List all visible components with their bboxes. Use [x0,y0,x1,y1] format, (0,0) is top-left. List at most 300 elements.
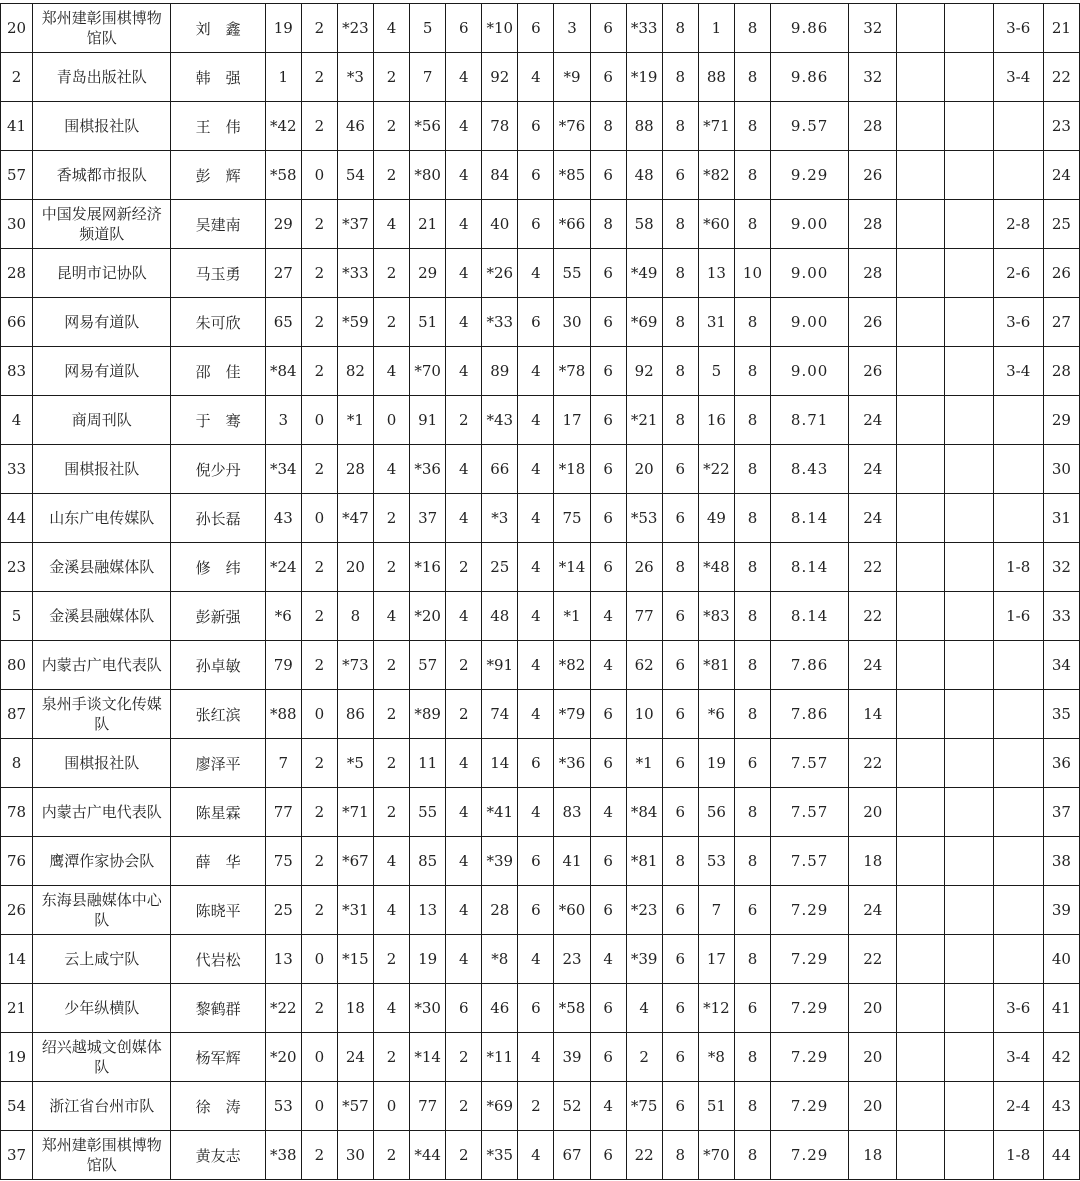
round5-opponent-cell: 17 [554,396,590,445]
player-name-cell: 孙卓敏 [171,641,265,690]
blank-cell-1 [897,543,945,592]
round3-opponent-cell: 91 [410,396,446,445]
round7-opponent-cell: *70 [698,1131,734,1180]
table-row [1,396,1080,445]
round5-score-cell: 6 [590,396,626,445]
player-number-cell: 80 [1,641,33,690]
round6-score-cell: 6 [662,984,698,1033]
round6-score-cell: 6 [662,886,698,935]
blank-cell-2 [945,1033,993,1082]
round7-opponent-cell: *12 [698,984,734,1033]
blank-cell-2 [945,445,993,494]
round6-score-cell: 6 [662,445,698,494]
sos-cell: 8.71 [771,396,849,445]
round1-opponent-cell: *20 [265,1033,301,1082]
player-number-cell: 2 [1,53,33,102]
round1-opponent-cell: 1 [265,53,301,102]
round6-opponent-cell: *53 [626,494,662,543]
sosos-cell: 26 [849,347,897,396]
round7-score-cell: 8 [734,200,770,249]
round4-opponent-cell: 46 [482,984,518,1033]
rank-cell: 27 [1043,298,1079,347]
round4-opponent-cell: *91 [482,641,518,690]
round3-score-cell: 2 [446,690,482,739]
blank-cell-1 [897,53,945,102]
round7-opponent-cell: 1 [698,4,734,53]
round4-opponent-cell: 28 [482,886,518,935]
round1-score-cell: 2 [301,788,337,837]
round6-score-cell: 8 [662,298,698,347]
round2-opponent-cell: *23 [337,4,373,53]
round6-score-cell: 6 [662,641,698,690]
tiebreak-cell [993,151,1043,200]
blank-cell-2 [945,1131,993,1180]
player-name-cell: 孙长磊 [171,494,265,543]
round4-opponent-cell: *69 [482,1082,518,1131]
round2-score-cell: 4 [373,347,409,396]
round7-score-cell: 8 [734,396,770,445]
round4-opponent-cell: 89 [482,347,518,396]
blank-cell-1 [897,788,945,837]
round6-score-cell: 8 [662,200,698,249]
team-name-cell: 郑州建彰围棋博物馆队 [33,1131,171,1180]
round6-opponent-cell: *84 [626,788,662,837]
blank-cell-2 [945,249,993,298]
round3-score-cell: 4 [446,151,482,200]
round4-opponent-cell: *8 [482,935,518,984]
round1-opponent-cell: 65 [265,298,301,347]
sos-cell: 9.00 [771,347,849,396]
round7-opponent-cell: *60 [698,200,734,249]
round3-opponent-cell: *56 [410,102,446,151]
rank-cell: 41 [1043,984,1079,1033]
round4-score-cell: 4 [518,347,554,396]
table-row [1,641,1080,690]
round4-opponent-cell: 78 [482,102,518,151]
round7-score-cell: 8 [734,1082,770,1131]
sos-cell: 9.29 [771,151,849,200]
round5-opponent-cell: *1 [554,592,590,641]
round3-opponent-cell: 11 [410,739,446,788]
round6-opponent-cell: 58 [626,200,662,249]
round3-score-cell: 4 [446,53,482,102]
team-name-cell: 内蒙古广电代表队 [33,641,171,690]
round7-opponent-cell: 56 [698,788,734,837]
round2-opponent-cell: 20 [337,543,373,592]
sosos-cell: 18 [849,1131,897,1180]
round6-opponent-cell: 20 [626,445,662,494]
round7-score-cell: 6 [734,739,770,788]
sos-cell: 7.29 [771,1033,849,1082]
blank-cell-2 [945,151,993,200]
player-name-cell: 陈晓平 [171,886,265,935]
round1-score-cell: 0 [301,1082,337,1131]
round7-opponent-cell: 13 [698,249,734,298]
rank-cell: 32 [1043,543,1079,592]
round5-score-cell: 4 [590,1082,626,1131]
round4-opponent-cell: *39 [482,837,518,886]
sos-cell: 7.29 [771,935,849,984]
round7-score-cell: 8 [734,690,770,739]
round3-score-cell: 2 [446,641,482,690]
round2-score-cell: 2 [373,151,409,200]
sosos-cell: 24 [849,445,897,494]
round4-opponent-cell: *35 [482,1131,518,1180]
player-name-cell: 韩 强 [171,53,265,102]
blank-cell-2 [945,347,993,396]
blank-cell-1 [897,4,945,53]
round2-score-cell: 2 [373,53,409,102]
blank-cell-1 [897,445,945,494]
round4-score-cell: 6 [518,200,554,249]
sosos-cell: 14 [849,690,897,739]
round4-opponent-cell: *43 [482,396,518,445]
round7-opponent-cell: *83 [698,592,734,641]
round2-score-cell: 2 [373,935,409,984]
round2-score-cell: 4 [373,886,409,935]
round1-opponent-cell: 79 [265,641,301,690]
round6-score-cell: 6 [662,592,698,641]
blank-cell-2 [945,788,993,837]
round6-score-cell: 6 [662,1033,698,1082]
round3-score-cell: 4 [446,347,482,396]
round4-score-cell: 4 [518,788,554,837]
table-row [1,151,1080,200]
sos-cell: 7.86 [771,641,849,690]
blank-cell-1 [897,690,945,739]
round7-score-cell: 8 [734,347,770,396]
round7-score-cell: 8 [734,445,770,494]
round6-opponent-cell: 88 [626,102,662,151]
sosos-cell: 22 [849,935,897,984]
player-name-cell: 杨军辉 [171,1033,265,1082]
tiebreak-cell: 3-6 [993,4,1043,53]
round1-opponent-cell: *34 [265,445,301,494]
round6-score-cell: 6 [662,739,698,788]
player-number-cell: 23 [1,543,33,592]
round3-opponent-cell: 51 [410,298,446,347]
round3-score-cell: 4 [446,886,482,935]
round4-opponent-cell: 48 [482,592,518,641]
round7-score-cell: 6 [734,886,770,935]
blank-cell-1 [897,886,945,935]
round2-opponent-cell: 28 [337,445,373,494]
rank-cell: 40 [1043,935,1079,984]
round6-score-cell: 6 [662,788,698,837]
sosos-cell: 26 [849,151,897,200]
player-number-cell: 8 [1,739,33,788]
round3-opponent-cell: 85 [410,837,446,886]
round6-opponent-cell: *49 [626,249,662,298]
round2-score-cell: 2 [373,298,409,347]
round5-score-cell: 6 [590,543,626,592]
round7-opponent-cell: 19 [698,739,734,788]
round7-score-cell: 8 [734,592,770,641]
round6-score-cell: 8 [662,396,698,445]
round2-opponent-cell: 18 [337,984,373,1033]
round5-score-cell: 6 [590,984,626,1033]
round6-opponent-cell: *69 [626,298,662,347]
round3-opponent-cell: *30 [410,984,446,1033]
blank-cell-2 [945,690,993,739]
round3-score-cell: 4 [446,298,482,347]
round1-opponent-cell: 19 [265,4,301,53]
sosos-cell: 32 [849,53,897,102]
table-row [1,200,1080,249]
round2-score-cell: 2 [373,690,409,739]
round1-score-cell: 0 [301,396,337,445]
rank-cell: 26 [1043,249,1079,298]
round5-opponent-cell: *66 [554,200,590,249]
round2-score-cell: 4 [373,200,409,249]
round5-score-cell: 6 [590,53,626,102]
round1-opponent-cell: *22 [265,984,301,1033]
blank-cell-2 [945,886,993,935]
round3-score-cell: 2 [446,1131,482,1180]
round7-score-cell: 8 [734,102,770,151]
round7-opponent-cell: 88 [698,53,734,102]
round5-opponent-cell: 67 [554,1131,590,1180]
round1-score-cell: 2 [301,543,337,592]
tiebreak-cell [993,445,1043,494]
round3-opponent-cell: *36 [410,445,446,494]
round6-opponent-cell: *33 [626,4,662,53]
round4-score-cell: 4 [518,396,554,445]
table-row [1,298,1080,347]
round7-score-cell: 8 [734,543,770,592]
round1-opponent-cell: *88 [265,690,301,739]
round1-score-cell: 0 [301,151,337,200]
round5-opponent-cell: 75 [554,494,590,543]
round4-opponent-cell: *10 [482,4,518,53]
round5-score-cell: 4 [590,592,626,641]
round1-score-cell: 2 [301,347,337,396]
round6-opponent-cell: 22 [626,1131,662,1180]
round3-score-cell: 4 [446,494,482,543]
blank-cell-2 [945,200,993,249]
blank-cell-1 [897,837,945,886]
sosos-cell: 24 [849,494,897,543]
sos-cell: 8.14 [771,592,849,641]
blank-cell-2 [945,298,993,347]
rank-cell: 44 [1043,1131,1079,1180]
team-name-cell: 青岛出版社队 [33,53,171,102]
round4-score-cell: 4 [518,494,554,543]
round4-score-cell: 4 [518,641,554,690]
round4-score-cell: 6 [518,837,554,886]
round4-opponent-cell: 25 [482,543,518,592]
round6-opponent-cell: 62 [626,641,662,690]
round5-opponent-cell: *9 [554,53,590,102]
round5-opponent-cell: *85 [554,151,590,200]
round2-opponent-cell: *59 [337,298,373,347]
round6-opponent-cell: 2 [626,1033,662,1082]
round2-opponent-cell: *5 [337,739,373,788]
player-name-cell: 黎鹤群 [171,984,265,1033]
team-name-cell: 云上咸宁队 [33,935,171,984]
tiebreak-cell [993,102,1043,151]
round6-score-cell: 8 [662,543,698,592]
round3-score-cell: 2 [446,396,482,445]
blank-cell-2 [945,4,993,53]
round2-score-cell: 2 [373,641,409,690]
round3-opponent-cell: 57 [410,641,446,690]
round1-score-cell: 2 [301,1131,337,1180]
table-row [1,788,1080,837]
round2-opponent-cell: *71 [337,788,373,837]
blank-cell-1 [897,739,945,788]
round6-score-cell: 8 [662,1131,698,1180]
round2-score-cell: 4 [373,837,409,886]
sos-cell: 7.57 [771,739,849,788]
sosos-cell: 18 [849,837,897,886]
round4-score-cell: 4 [518,249,554,298]
player-name-cell: 吴建南 [171,200,265,249]
player-number-cell: 33 [1,445,33,494]
player-name-cell: 刘 鑫 [171,4,265,53]
sosos-cell: 28 [849,102,897,151]
round1-opponent-cell: 75 [265,837,301,886]
round4-opponent-cell: *11 [482,1033,518,1082]
round5-opponent-cell: *60 [554,886,590,935]
player-number-cell: 26 [1,886,33,935]
round5-score-cell: 6 [590,1033,626,1082]
blank-cell-1 [897,1033,945,1082]
sosos-cell: 20 [849,1082,897,1131]
rank-cell: 30 [1043,445,1079,494]
rank-cell: 33 [1043,592,1079,641]
blank-cell-2 [945,935,993,984]
round5-opponent-cell: *79 [554,690,590,739]
blank-cell-1 [897,298,945,347]
round3-score-cell: 6 [446,4,482,53]
table-row [1,249,1080,298]
round1-opponent-cell: 29 [265,200,301,249]
round7-opponent-cell: 31 [698,298,734,347]
round6-score-cell: 8 [662,347,698,396]
player-name-cell: 修 纬 [171,543,265,592]
round1-score-cell: 0 [301,1033,337,1082]
standings-body [1,4,1080,1180]
team-name-cell: 山东广电传媒队 [33,494,171,543]
round7-score-cell: 8 [734,935,770,984]
tiebreak-cell [993,788,1043,837]
rank-cell: 22 [1043,53,1079,102]
sosos-cell: 24 [849,396,897,445]
sosos-cell: 24 [849,886,897,935]
round4-opponent-cell: 74 [482,690,518,739]
round3-opponent-cell: 55 [410,788,446,837]
table-row [1,543,1080,592]
round4-score-cell: 6 [518,151,554,200]
table-row [1,347,1080,396]
round2-score-cell: 4 [373,984,409,1033]
round4-opponent-cell: 66 [482,445,518,494]
table-row [1,494,1080,543]
round6-opponent-cell: 4 [626,984,662,1033]
round6-opponent-cell: 26 [626,543,662,592]
table-row [1,739,1080,788]
player-name-cell: 王 伟 [171,102,265,151]
player-number-cell: 4 [1,396,33,445]
table-row [1,886,1080,935]
round7-opponent-cell: 17 [698,935,734,984]
round6-opponent-cell: *81 [626,837,662,886]
round2-score-cell: 2 [373,102,409,151]
table-row [1,102,1080,151]
round5-score-cell: 6 [590,298,626,347]
round2-score-cell: 2 [373,739,409,788]
tiebreak-cell: 3-6 [993,298,1043,347]
round3-opponent-cell: 77 [410,1082,446,1131]
blank-cell-1 [897,200,945,249]
round4-score-cell: 6 [518,886,554,935]
player-number-cell: 28 [1,249,33,298]
round6-score-cell: 8 [662,249,698,298]
sos-cell: 7.86 [771,690,849,739]
tiebreak-cell: 1-6 [993,592,1043,641]
round3-opponent-cell: 13 [410,886,446,935]
round4-score-cell: 6 [518,984,554,1033]
tiebreak-cell: 1-8 [993,543,1043,592]
round1-score-cell: 0 [301,690,337,739]
team-name-cell: 昆明市记协队 [33,249,171,298]
round7-opponent-cell: 53 [698,837,734,886]
round1-score-cell: 2 [301,886,337,935]
round3-opponent-cell: 5 [410,4,446,53]
round3-score-cell: 4 [446,935,482,984]
round1-score-cell: 2 [301,739,337,788]
round6-score-cell: 6 [662,1082,698,1131]
player-number-cell: 37 [1,1131,33,1180]
round3-opponent-cell: 7 [410,53,446,102]
player-number-cell: 57 [1,151,33,200]
table-row [1,690,1080,739]
sos-cell: 7.29 [771,886,849,935]
sosos-cell: 22 [849,592,897,641]
round5-opponent-cell: 41 [554,837,590,886]
round1-opponent-cell: *42 [265,102,301,151]
round3-opponent-cell: 21 [410,200,446,249]
round5-opponent-cell: *76 [554,102,590,151]
round1-opponent-cell: *6 [265,592,301,641]
tiebreak-cell: 2-8 [993,200,1043,249]
round4-score-cell: 6 [518,4,554,53]
round3-score-cell: 4 [446,592,482,641]
round1-score-cell: 2 [301,641,337,690]
team-name-cell: 中国发展网新经济频道队 [33,200,171,249]
team-name-cell: 内蒙古广电代表队 [33,788,171,837]
rank-cell: 42 [1043,1033,1079,1082]
round3-score-cell: 4 [446,445,482,494]
round1-opponent-cell: 13 [265,935,301,984]
round7-opponent-cell: *6 [698,690,734,739]
round2-opponent-cell: 30 [337,1131,373,1180]
blank-cell-1 [897,935,945,984]
round5-opponent-cell: *82 [554,641,590,690]
blank-cell-2 [945,102,993,151]
rank-cell: 38 [1043,837,1079,886]
sos-cell: 7.57 [771,788,849,837]
player-number-cell: 78 [1,788,33,837]
round4-score-cell: 4 [518,935,554,984]
team-name-cell: 浙江省台州市队 [33,1082,171,1131]
round3-opponent-cell: *14 [410,1033,446,1082]
round7-opponent-cell: 49 [698,494,734,543]
round2-opponent-cell: *31 [337,886,373,935]
round5-opponent-cell: *18 [554,445,590,494]
round6-score-cell: 6 [662,151,698,200]
